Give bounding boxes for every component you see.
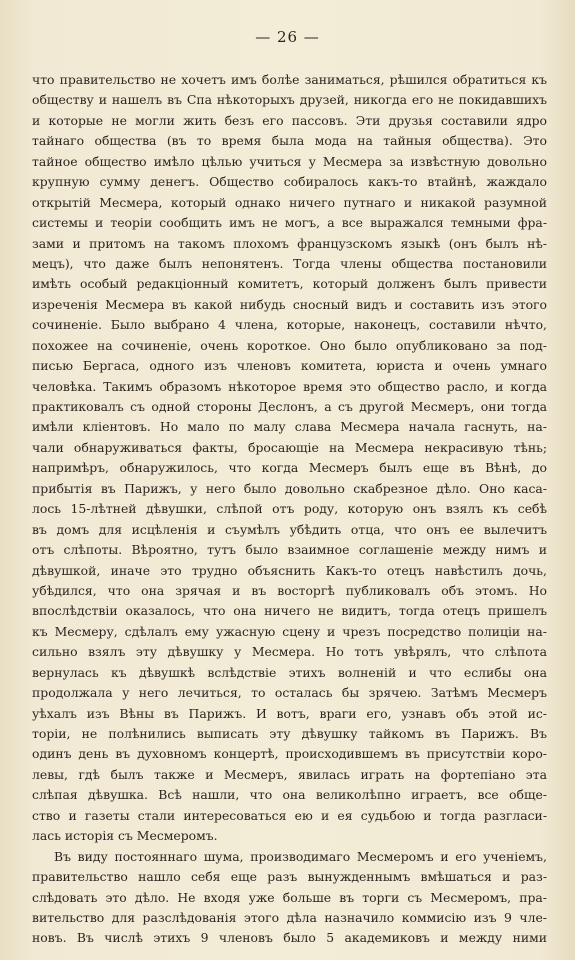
text-line: Въ виду постояннаго шума, производимаго Месмеромъ и его ученіемъ, [54, 848, 547, 864]
text-line: тайное общество имѣло цѣлью учиться у Месмера за извѣстную довольно [32, 153, 547, 169]
text-line: торіи, не полѣнились выписать эту дѣвушку тайкомъ въ Парижъ. Въ [32, 726, 547, 741]
text-line: вернулась къ дѣвушкѣ вслѣдствіе этихъ волненій и что еслибы она [32, 664, 547, 680]
text-line: новъ. Въ числѣ этихъ 9 членовъ было 5 академиковъ и между ними [32, 930, 547, 946]
text-line: писью Бергаса, одного изъ членовъ комитета, юриста и очень умнаго [32, 358, 547, 374]
body-text [32, 70, 547, 949]
text-line: имѣть особый редакціонный комитетъ, который долженъ былъ привести [32, 276, 547, 292]
text-line: уѣхалъ изъ Вѣны въ Парижъ. И вотъ, враги его, узнавъ объ этой ис- [32, 705, 547, 721]
text-line: имѣли кліентовъ. Но мало по малу слава Месмера начала гаснуть, на- [32, 419, 547, 435]
paragraph-2 [32, 847, 547, 949]
text-line: системы и теоріи сообщить имъ не могъ, а все выражался темными фра- [32, 215, 547, 231]
text-line: впослѣдствіи оказалось, что она ничего не видитъ, тогда отецъ пришелъ [32, 603, 547, 619]
text-line: напримѣръ, обнаружилось, что когда Месмеръ былъ еще въ Вѣнѣ, до [32, 460, 547, 476]
text-line: въ домъ для исцѣленія и съумѣлъ убѣдить отца, что онъ ее вылечитъ [32, 521, 547, 537]
text-line: и которые не могли жить безъ его пассовъ. Эти друзья составили ядро [32, 112, 547, 128]
text-line: крупную сумму денегъ. Общество собиралось какъ-то втайнѣ, жаждало [32, 174, 547, 190]
text-line: похожее на сочиненіе, очень короткое. Оно было опубликовано за под- [32, 337, 547, 353]
text-line: обществу и нашелъ въ Спа нѣкоторыхъ друзей, никогда его не покидавшихъ [32, 92, 547, 108]
text-line: прибытія въ Парижъ, у него было довольно скабрезное дѣло. Оно каса- [32, 480, 547, 496]
text-line: зами и притомъ на такомъ плохомъ французскомъ языкѣ (онъ былъ нѣ- [32, 235, 547, 251]
text-line: ство и газеты стали интересоваться ею и ея судьбою и тогда разгласи- [32, 807, 547, 823]
text-line: изреченія Месмера въ какой нибудь сносный видъ и составить изъ этого [32, 296, 547, 312]
text-line: къ Месмеру, сдѣлалъ ему ужасную сцену и чрезъ посредство полиціи на- [32, 623, 547, 639]
text-line: левы, гдѣ былъ также и Месмеръ, явилась играть на фортепіано эта [32, 766, 547, 782]
text-line: слѣпая дѣвушка. Всѣ нашли, что она великолѣпно играетъ, все обще- [32, 787, 547, 803]
text-line: практиковалъ съ одной стороны Деслонъ, а съ другой Месмеръ, они тогда [32, 399, 547, 414]
text-line: убѣдился, что она зрячая и въ восторгѣ публиковалъ объ этомъ. Но [32, 582, 547, 598]
text-line: открытій Месмера, который однако ничего путнаго и никакой разумной [32, 194, 547, 210]
text-line: вительство для разслѣдованія этого дѣла назначило коммисію изъ 9 чле- [32, 909, 547, 925]
text-line: мецъ), что даже былъ непонятенъ. Тогда члены общества постановили [32, 255, 547, 271]
page-number: — 26 — [255, 28, 320, 46]
text-line: продолжала у него лечиться, то осталась бы зрячею. Затѣмъ Месмеръ [32, 685, 547, 701]
text-line: чали обнаруживаться факты, бросающіе на Месмера некрасивую тѣнь; [32, 439, 547, 455]
text-line: слѣдовать это дѣло. Не входя уже больше въ торги съ Месмеромъ, пра- [32, 889, 547, 905]
text-line: лась исторія съ Месмеромъ. [32, 828, 218, 844]
text-line: сильно взялъ эту дѣвушку у Месмера. Но тотъ увѣрялъ, что слѣпота [32, 644, 547, 660]
text-line: лось 15-лѣтней дѣвушки, слѣпой отъ роду, которую онъ взялъ къ себѣ [32, 501, 547, 517]
text-line: тайнаго общества (въ то время была мода на тайныя общества). Это [32, 133, 547, 149]
text-line: сочиненіе. Было выбрано 4 члена, которые, наконецъ, составили нѣчто, [32, 317, 547, 333]
text-line: человѣка. Такимъ образомъ нѣкоторое время это общество расло, и когда [32, 378, 547, 394]
text-line: отъ слѣпоты. Вѣроятно, тутъ было взаимное соглашеніе между нимъ и [32, 542, 547, 558]
text-line: дѣвушкой, иначе это трудно объяснить Какъ-то отецъ навѣстилъ дочь, [32, 562, 547, 578]
text-line: правительство нашло себя еще разъ вынужденнымъ вмѣшаться и раз- [32, 869, 547, 885]
text-line: что правительство не хочетъ имъ болѣе заниматься, рѣшился обратиться къ [32, 72, 547, 87]
paragraph-1 [32, 70, 547, 847]
text-line: одинъ день въ духовномъ концертѣ, происходившемъ въ присутствіи коро- [32, 746, 547, 762]
